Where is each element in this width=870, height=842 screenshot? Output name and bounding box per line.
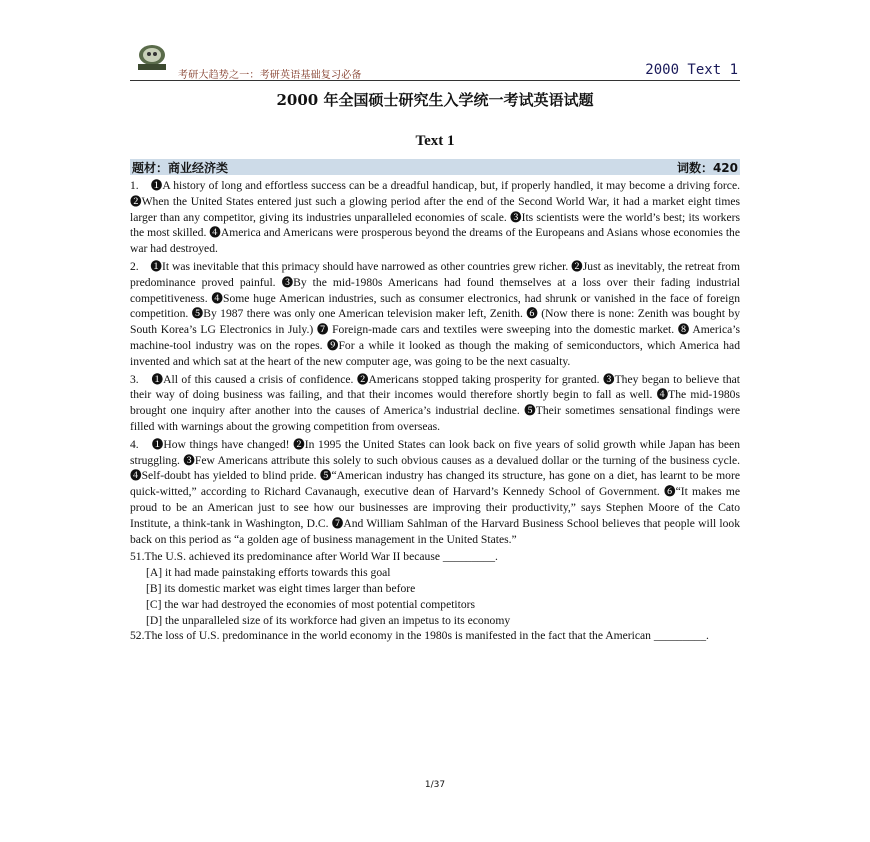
question-51-option-b: [B] its domestic market was eight times larger than before xyxy=(146,581,416,595)
passage-body xyxy=(130,178,740,644)
question-51-option-d: [D] the unparalleled size of its workforce had given an impetus to its economy xyxy=(146,613,511,627)
header-right-text: 2000 Text 1 xyxy=(645,62,738,78)
paragraph-3: 3. ➊All of this caused a crisis of confidence. ➋Americans stopped taking prosperity for granted. ➌They began to believe that their way of doing business was failing, and that their incomes would therefore shortly begin to fall as well. ➍The mid-1980s brought one inquiry after another into the causes of America’s industrial decline. ➎Their sometimes sensational findings were filled with warnings about the growing competition from overseas. xyxy=(130,372,740,433)
topic-label: 题材：商业经济类 xyxy=(132,161,229,175)
question-51-option-c: [C] the war had destroyed the economies of most potential competitors xyxy=(146,597,476,611)
paragraph-1: 1. ➊A history of long and effortless success can be a dreadful handicap, but, if properly handled, it may become a driving force. ➋When the United States entered just such a glowing period after the end of the Second World War, it had a market eight times larger than any competitor, giving its industries unparalleled economies of scale. ➌Its scientists were the world’s best; its workers the most skilled. ➍America and Americans were prosperous beyond the dreams of the Europeans and Asians whose economies the war had destroyed. xyxy=(130,179,740,256)
question-51-option-a: [A] it had made painstaking efforts towards this goal xyxy=(146,566,391,580)
paragraph-2: 2. ➊It was inevitable that this primacy should have narrowed as other countries grew richer. ➋Just as inevitably, the retreat from predominance proved painful. ➌By the mid-1980s Americans had found themselves at a loss over their fading industrial competitiveness. ➍Some huge American industries, such as consumer electronics, had shrunk or vanished in the face of foreign competition. ➎By 1987 there was only one American television maker left, Zenith. ➏ (Now there is none: Zenith was bought by South Korea’s LG Electronics in July.) ➐ Foreign-made cars and textiles were sweeping into the domestic market. ➑ America’s machine-tool industry was on the ropes. ➒For a while it looked as though the making of semiconductors, which America had invented and which sat at the heart of the new computer age, was going to be the next casualty. xyxy=(130,259,740,368)
document-title: 2000 年全国硕士研究生入学统一考试英语试题 xyxy=(276,91,594,109)
question-52-stem: 52.The loss of U.S. predominance in the world economy in the 1980s is manifested in the fact that the American _________. xyxy=(130,629,709,643)
meta-bar xyxy=(130,159,740,175)
header-divider xyxy=(130,80,740,81)
header-left-text: 考研大趋势之一：考研英语基础复习必备 xyxy=(178,70,362,81)
question-51-stem: 51.The U.S. achieved its predominance after World War II because _________. xyxy=(130,550,498,564)
logo-icon xyxy=(130,42,174,74)
page-number: 1/37 xyxy=(424,780,446,790)
text-title: Text 1 xyxy=(415,133,455,149)
paragraph-4: 4. ➊How things have changed! ➋In 1995 the United States can look back on five years of solid growth while Japan has been struggling. ➌Few Americans attribute this solely to such obvious causes as a devalued dollar or the turning of the business cycle. ➍Self-doubt has yielded to blind pride. ➎“American industry has changed its structure, has gone on a diet, has learnt to be more quick-witted,” according to Richard Cavanaugh, executive dean of Harvard’s Kennedy School of Government. ➏“It makes me proud to be an American just to see how our businesses are improving their productivity,” says Stephen Moore of the Cato Institute, a think-tank in Washington, D.C. ➐And William Sahlman of the Harvard Business School believes that people will look back on this period as “a golden age of business management in the United States.” xyxy=(130,437,740,546)
word-count-label: 词数：420 xyxy=(676,161,738,175)
